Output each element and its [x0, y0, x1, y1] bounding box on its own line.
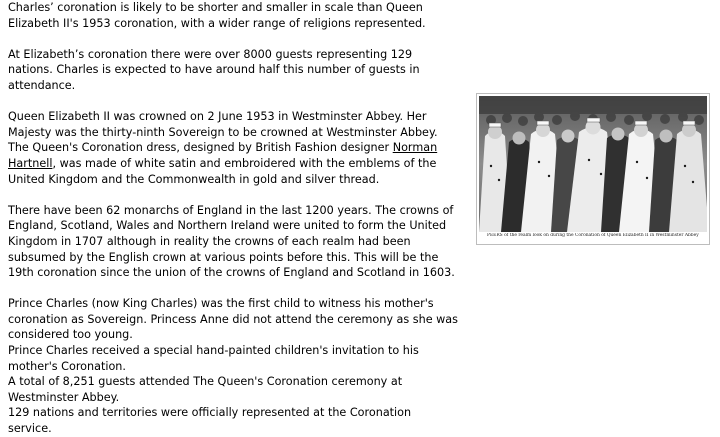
text-line: At Elizabeth’s coronation there were over 8000 guests representing 129 — [8, 47, 413, 61]
coronation-photo — [479, 96, 707, 232]
text-run: Queen Elizabeth II was crowned on 2 June 1953 in Westminster Abbey. Her Majesty was the thirty-ninth Sovereign to be crowned at Westminster Abbey. The Queen's Coronation dress, designed by British Fashion designer — [8, 110, 438, 155]
paragraph-guests — [8, 47, 458, 94]
text-line: Charles’ coronation is likely to be shorter and smaller in scale than Queen — [8, 1, 423, 14]
text-line: attendance. — [8, 78, 76, 92]
coronation-photo-figure — [476, 93, 710, 245]
photo-caption: PEERS of the realm look on during the Coronation of Queen Elizabeth II in Westminster Abbey — [487, 233, 699, 238]
text-run: , was made of white satin and embroidered with the emblems of the United Kingdom and the Commonwealth in gold and silver thread. — [8, 156, 437, 186]
paragraph-facts — [8, 296, 458, 436]
fact-line: Prince Charles received a special hand-painted children's invitation to his mother's Coronation. — [8, 344, 419, 373]
fact-line: 129 nations and territories were officially represented at the Coronation service. — [8, 406, 412, 436]
paragraph-monarchs: There have been 62 monarchs of England in the last 1200 years. The crowns of England, Scotland, Wales and Northern Ireland were united to form the United Kingdom in 1707 although in reality the crowns of each realm had been subsumed by the English crown at various points before this. This will be the 19th coronation since the union of the crowns of England and Scotland in 1603. — [8, 203, 455, 280]
paragraph-scale — [8, 0, 458, 31]
paragraph-queen-crowned — [8, 109, 458, 187]
text-line: Elizabeth II's 1953 coronation, with a wider range of religions represented. — [8, 16, 426, 30]
norman-hartnell-link[interactable]: Norman Hartnell — [8, 141, 438, 170]
fact-line: A total of 8,251 guests attended The Queen's Coronation ceremony at Westminster Abbey. — [8, 375, 403, 404]
article-text — [8, 0, 458, 437]
fact-line: Prince Charles (now King Charles) was the first child to witness his mother's coronation as Sovereign. Princess Anne did not attend the ceremony as she was considered too young. — [8, 297, 458, 342]
text-line: nations. Charles is expected to have around half this number of guests in — [8, 63, 420, 77]
coronation-photo-image — [479, 96, 707, 232]
